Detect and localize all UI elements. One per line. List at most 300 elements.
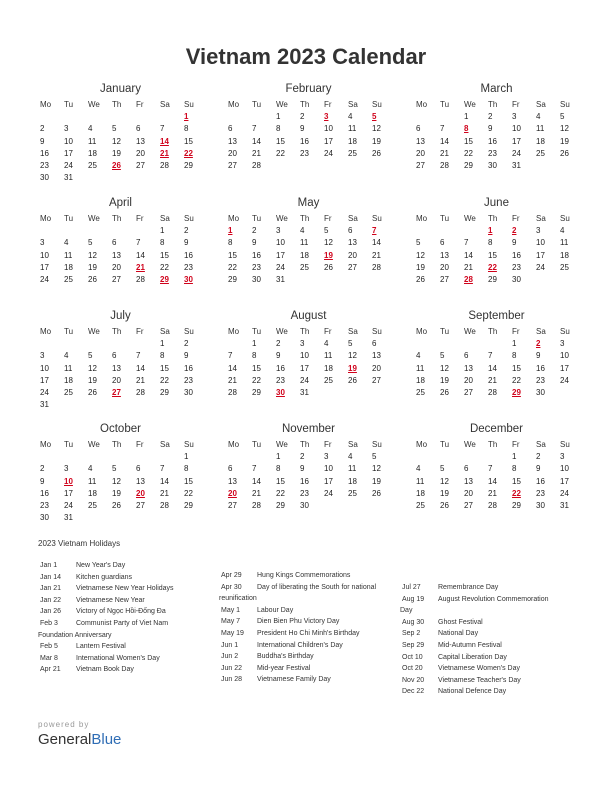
- day-cell: 1: [160, 226, 165, 236]
- day-cell: 18: [560, 250, 569, 260]
- day-cell: 17: [40, 262, 49, 272]
- day-cell: 4: [88, 124, 93, 134]
- holiday-column: [221, 570, 391, 686]
- brand-blue: Blue: [91, 731, 122, 748]
- weekday-header: We: [276, 214, 288, 223]
- day-cell: 21: [440, 148, 449, 158]
- empty-cell: [438, 225, 462, 237]
- day-cell: 6: [228, 464, 233, 474]
- day-cell: 10: [40, 250, 49, 260]
- day-cell: 20: [464, 375, 473, 385]
- day-cell: 13: [440, 250, 449, 260]
- weekday-header: Tu: [440, 440, 450, 449]
- empty-cell: [110, 225, 134, 237]
- day-cell: 5: [88, 351, 93, 361]
- day-cell: 26: [324, 262, 333, 272]
- day-cell: 17: [536, 250, 545, 260]
- month-october: [38, 422, 203, 524]
- day-cell: 19: [440, 488, 449, 498]
- holiday-date: Sep 29: [402, 641, 425, 649]
- holiday-day: 22: [184, 148, 193, 158]
- empty-cell: [86, 451, 110, 463]
- day-cell: 20: [464, 488, 473, 498]
- day-cell: 27: [440, 274, 449, 284]
- brand-general: General: [38, 731, 92, 748]
- day-cell: 10: [300, 351, 309, 361]
- weekday-header: Sa: [348, 440, 358, 449]
- empty-cell: [110, 338, 134, 350]
- day-cell: 13: [112, 250, 121, 260]
- day-cell: 26: [88, 274, 97, 284]
- empty-cell: [226, 111, 250, 123]
- day-cell: 6: [136, 124, 141, 134]
- weekday-header: Fr: [512, 214, 520, 223]
- day-cell: 29: [228, 274, 237, 284]
- day-cell: 17: [64, 148, 73, 158]
- holiday-row: [221, 616, 391, 628]
- day-cell: 7: [228, 351, 233, 361]
- powered-by-text: powered by: [38, 720, 90, 729]
- day-cell: 26: [560, 148, 569, 158]
- day-cell: 15: [512, 476, 521, 486]
- holiday-date: Apr 30: [221, 583, 242, 591]
- day-cell: 24: [300, 375, 309, 385]
- day-cell: 7: [160, 464, 165, 474]
- month-june: [414, 196, 579, 286]
- empty-cell: [250, 451, 274, 463]
- holiday-row: [221, 605, 391, 617]
- day-cell: 14: [136, 250, 145, 260]
- day-cell: 30: [488, 160, 497, 170]
- day-cell: 29: [464, 160, 473, 170]
- day-cell: 14: [136, 363, 145, 373]
- empty-cell: [110, 451, 134, 463]
- holiday-day: 3: [324, 112, 329, 122]
- day-cell: 24: [512, 148, 521, 158]
- holiday-day: 29: [160, 274, 169, 284]
- day-cell: 23: [300, 148, 309, 158]
- empty-cell: [414, 451, 438, 463]
- month-days-grid: [38, 99, 203, 184]
- weekday-header: Su: [560, 327, 570, 336]
- day-cell: 18: [324, 363, 333, 373]
- holiday-name: Vietnamese New Year: [76, 596, 145, 604]
- holiday-day: 7: [372, 226, 377, 236]
- holiday-day: 8: [464, 124, 469, 134]
- day-cell: 11: [416, 476, 425, 486]
- empty-cell: [414, 111, 438, 123]
- day-cell: 28: [440, 160, 449, 170]
- day-cell: 9: [252, 238, 257, 248]
- day-cell: 24: [276, 262, 285, 272]
- month-days-grid: [226, 439, 391, 512]
- weekday-header: Fr: [512, 440, 520, 449]
- weekday-header: Tu: [252, 440, 262, 449]
- month-april: [38, 196, 203, 286]
- holiday-date: Oct 20: [402, 665, 423, 673]
- day-cell: 25: [64, 387, 73, 397]
- empty-cell: [134, 111, 158, 123]
- day-cell: 14: [372, 238, 381, 248]
- empty-cell: [86, 338, 110, 350]
- month-name: August: [290, 310, 327, 322]
- holiday-date: Jan 26: [40, 608, 62, 616]
- day-cell: 17: [560, 363, 569, 373]
- day-cell: 24: [64, 160, 73, 170]
- day-cell: 13: [228, 476, 237, 486]
- day-cell: 24: [64, 500, 73, 510]
- day-cell: 8: [512, 351, 517, 361]
- empty-cell: [86, 111, 110, 123]
- day-cell: 28: [252, 160, 261, 170]
- weekday-header: Fr: [324, 440, 332, 449]
- day-cell: 7: [440, 124, 445, 134]
- day-cell: 17: [512, 136, 521, 146]
- holiday-column: [402, 582, 572, 698]
- day-cell: 7: [252, 464, 257, 474]
- day-cell: 26: [416, 274, 425, 284]
- weekday-header: Mo: [40, 100, 52, 109]
- day-cell: 13: [464, 476, 473, 486]
- day-cell: 16: [300, 136, 309, 146]
- weekday-header: We: [464, 327, 476, 336]
- weekday-header: We: [464, 440, 476, 449]
- day-cell: 27: [348, 262, 357, 272]
- holiday-row: [402, 594, 572, 606]
- day-cell: 30: [184, 387, 193, 397]
- day-cell: 26: [372, 488, 381, 498]
- month-name: November: [281, 423, 336, 435]
- holiday-day: 22: [512, 488, 521, 498]
- day-cell: 5: [348, 339, 353, 349]
- day-cell: 29: [276, 500, 285, 510]
- day-cell: 12: [372, 124, 381, 134]
- month-days-grid: [38, 439, 203, 524]
- holiday-day: 20: [228, 488, 237, 498]
- month-february: [226, 82, 391, 172]
- day-cell: 17: [560, 476, 569, 486]
- month-august: [226, 309, 391, 399]
- day-cell: 6: [440, 238, 445, 248]
- day-cell: 30: [536, 500, 545, 510]
- holiday-row: [402, 652, 572, 664]
- holiday-row: [221, 582, 391, 594]
- day-cell: 25: [300, 262, 309, 272]
- holiday-date: Aug 30: [402, 618, 425, 626]
- day-cell: 29: [160, 387, 169, 397]
- day-cell: 3: [64, 124, 69, 134]
- empty-cell: [86, 225, 110, 237]
- month-name: February: [285, 83, 332, 95]
- holiday-row: [221, 663, 391, 675]
- day-cell: 13: [136, 136, 145, 146]
- weekday-header: Mo: [40, 214, 52, 223]
- day-cell: 2: [276, 339, 281, 349]
- day-cell: 4: [348, 452, 353, 462]
- day-cell: 15: [252, 363, 261, 373]
- day-cell: 29: [252, 387, 261, 397]
- holiday-name: Vietnamese Women's Day: [438, 665, 521, 673]
- day-cell: 9: [40, 136, 45, 146]
- weekday-header: We: [464, 214, 476, 223]
- day-cell: 25: [64, 274, 73, 284]
- day-cell: 14: [252, 136, 261, 146]
- day-cell: 16: [252, 250, 261, 260]
- day-cell: 11: [348, 464, 357, 474]
- weekday-header: Mo: [416, 100, 428, 109]
- day-cell: 9: [300, 124, 305, 134]
- day-cell: 13: [372, 351, 381, 361]
- holiday-name: Labour Day: [257, 606, 294, 614]
- weekday-header: Su: [560, 440, 570, 449]
- weekday-header: Su: [372, 327, 382, 336]
- weekday-header: Fr: [324, 214, 332, 223]
- day-cell: 9: [276, 351, 281, 361]
- day-cell: 1: [512, 339, 517, 349]
- day-cell: 25: [348, 488, 357, 498]
- day-cell: 13: [112, 363, 121, 373]
- day-cell: 24: [324, 148, 333, 158]
- day-cell: 14: [252, 476, 261, 486]
- day-cell: 20: [136, 148, 145, 158]
- day-cell: 27: [136, 500, 145, 510]
- day-cell: 23: [252, 262, 261, 272]
- holiday-date: Jul 27: [402, 584, 421, 591]
- day-cell: 8: [160, 351, 165, 361]
- holiday-row: [400, 605, 572, 617]
- day-cell: 5: [112, 124, 117, 134]
- day-cell: 9: [300, 464, 305, 474]
- day-cell: 17: [324, 136, 333, 146]
- day-cell: 19: [112, 488, 121, 498]
- weekday-header: Th: [488, 214, 498, 223]
- empty-cell: [134, 338, 158, 350]
- day-cell: 26: [112, 500, 121, 510]
- day-cell: 11: [88, 136, 97, 146]
- day-cell: 12: [112, 136, 121, 146]
- holiday-row: [221, 570, 391, 582]
- weekday-header: Fr: [512, 327, 520, 336]
- day-cell: 8: [252, 351, 257, 361]
- day-cell: 8: [512, 464, 517, 474]
- holiday-day: 28: [464, 274, 473, 284]
- day-cell: 30: [536, 387, 545, 397]
- holiday-name: Vietnamese New Year Holidays: [76, 585, 174, 593]
- day-cell: 31: [276, 274, 285, 284]
- day-cell: 12: [88, 250, 97, 260]
- holiday-date: Apr 21: [40, 666, 61, 674]
- weekday-header: Fr: [136, 100, 144, 109]
- weekday-header: Mo: [228, 214, 240, 223]
- day-cell: 27: [372, 375, 381, 385]
- holiday-date: Jun 1: [221, 641, 239, 649]
- day-cell: 15: [276, 476, 285, 486]
- day-cell: 1: [276, 452, 281, 462]
- holiday-name: Buddha's Birthday: [257, 653, 314, 661]
- day-cell: 12: [440, 363, 449, 373]
- holiday-date: Apr 29: [221, 572, 242, 579]
- day-cell: 30: [40, 513, 49, 523]
- weekday-header: Tu: [440, 100, 450, 109]
- holiday-name: National Defence Day: [438, 688, 507, 696]
- month-name: September: [468, 310, 525, 322]
- day-cell: 11: [348, 124, 357, 134]
- day-cell: 31: [300, 387, 309, 397]
- day-cell: 28: [160, 160, 169, 170]
- month-name: June: [484, 197, 509, 209]
- day-cell: 9: [488, 124, 493, 134]
- day-cell: 12: [560, 124, 569, 134]
- month-january: [38, 82, 203, 184]
- day-cell: 15: [512, 363, 521, 373]
- weekday-header: We: [464, 100, 476, 109]
- day-cell: 8: [228, 238, 233, 248]
- day-cell: 23: [536, 488, 545, 498]
- day-cell: 7: [136, 238, 141, 248]
- day-cell: 12: [416, 250, 425, 260]
- day-cell: 26: [372, 148, 381, 158]
- holiday-name: Hung Kings Commemorations: [257, 572, 351, 579]
- day-cell: 21: [252, 148, 261, 158]
- day-cell: 10: [512, 124, 521, 134]
- holiday-name: Dien Bien Phu Victory Day: [257, 618, 340, 626]
- weekday-header: Mo: [416, 440, 428, 449]
- weekday-header: Su: [372, 214, 382, 223]
- day-cell: 17: [40, 375, 49, 385]
- day-cell: 29: [488, 274, 497, 284]
- holiday-day: 26: [112, 160, 121, 170]
- empty-cell: [38, 338, 62, 350]
- holiday-date: Feb 3: [40, 619, 58, 627]
- day-cell: 6: [372, 339, 377, 349]
- day-cell: 11: [536, 124, 545, 134]
- holiday-day: 22: [488, 262, 497, 272]
- day-cell: 25: [560, 262, 569, 272]
- day-cell: 6: [348, 226, 353, 236]
- holiday-day: 21: [160, 148, 169, 158]
- day-cell: 13: [416, 136, 425, 146]
- day-cell: 28: [252, 500, 261, 510]
- holiday-name: Victory of Ngọc Hồi-Đống Đa: [76, 608, 166, 616]
- weekday-header: Tu: [252, 214, 262, 223]
- holiday-row: [402, 663, 572, 675]
- day-cell: 7: [136, 351, 141, 361]
- empty-cell: [38, 451, 62, 463]
- day-cell: 17: [276, 250, 285, 260]
- day-cell: 28: [136, 274, 145, 284]
- month-days-grid: [38, 326, 203, 411]
- day-cell: 28: [160, 500, 169, 510]
- day-cell: 12: [112, 476, 121, 486]
- day-cell: 23: [488, 148, 497, 158]
- day-cell: 16: [536, 476, 545, 486]
- day-cell: 27: [136, 160, 145, 170]
- day-cell: 24: [536, 262, 545, 272]
- day-cell: 20: [228, 148, 237, 158]
- day-cell: 31: [64, 513, 73, 523]
- day-cell: 4: [88, 464, 93, 474]
- day-cell: 18: [416, 375, 425, 385]
- day-cell: 3: [324, 452, 329, 462]
- day-cell: 20: [112, 375, 121, 385]
- weekday-header: We: [88, 327, 100, 336]
- weekday-header: Sa: [536, 214, 546, 223]
- day-cell: 9: [536, 464, 541, 474]
- day-cell: 7: [252, 124, 257, 134]
- day-cell: 2: [184, 226, 189, 236]
- day-cell: 25: [88, 160, 97, 170]
- day-cell: 25: [348, 148, 357, 158]
- weekday-header: Tu: [252, 100, 262, 109]
- day-cell: 1: [512, 452, 517, 462]
- day-cell: 25: [88, 500, 97, 510]
- weekday-header: Sa: [536, 440, 546, 449]
- holiday-date: Jun 2: [221, 653, 239, 661]
- holiday-row: [402, 582, 572, 594]
- day-cell: 2: [488, 112, 493, 122]
- day-cell: 15: [464, 136, 473, 146]
- empty-cell: [226, 451, 250, 463]
- day-cell: 18: [416, 488, 425, 498]
- holiday-date: Mar 8: [40, 654, 58, 662]
- holiday-row: [40, 653, 210, 665]
- page-title: Vietnam 2023 Calendar: [185, 44, 427, 69]
- weekday-header: Mo: [416, 327, 428, 336]
- day-cell: 21: [488, 488, 497, 498]
- day-cell: 24: [40, 274, 49, 284]
- empty-cell: [38, 225, 62, 237]
- weekday-header: We: [276, 100, 288, 109]
- day-cell: 10: [276, 238, 285, 248]
- day-cell: 5: [416, 238, 421, 248]
- day-cell: 11: [88, 476, 97, 486]
- day-cell: 18: [88, 148, 97, 158]
- day-cell: 26: [440, 500, 449, 510]
- weekday-header: We: [88, 214, 100, 223]
- month-name: October: [100, 423, 141, 435]
- weekday-header: Fr: [324, 100, 332, 109]
- holiday-day: 20: [136, 488, 145, 498]
- day-cell: 20: [440, 262, 449, 272]
- day-cell: 16: [40, 488, 49, 498]
- day-cell: 15: [184, 476, 193, 486]
- month-name: March: [480, 83, 513, 95]
- holiday-name: reunification: [219, 595, 257, 603]
- day-cell: 11: [324, 351, 333, 361]
- holiday-date: Feb 5: [40, 643, 58, 651]
- day-cell: 30: [252, 274, 261, 284]
- holiday-name: Vietnamese Family Day: [257, 676, 331, 684]
- day-cell: 21: [488, 375, 497, 385]
- weekday-header: Tu: [64, 100, 74, 109]
- day-cell: 16: [300, 476, 309, 486]
- day-cell: 19: [88, 375, 97, 385]
- holiday-name: Ghost Festival: [438, 618, 483, 626]
- weekday-header: Th: [300, 327, 310, 336]
- day-cell: 8: [184, 464, 189, 474]
- day-cell: 19: [440, 375, 449, 385]
- day-cell: 10: [324, 124, 333, 134]
- day-cell: 11: [416, 363, 425, 373]
- day-cell: 10: [324, 464, 333, 474]
- weekday-header: Tu: [252, 327, 262, 336]
- day-cell: 8: [184, 124, 189, 134]
- day-cell: 10: [536, 238, 545, 248]
- holiday-name: International Children's Day: [257, 641, 343, 649]
- day-cell: 23: [40, 160, 49, 170]
- day-cell: 17: [300, 363, 309, 373]
- day-cell: 20: [112, 262, 121, 272]
